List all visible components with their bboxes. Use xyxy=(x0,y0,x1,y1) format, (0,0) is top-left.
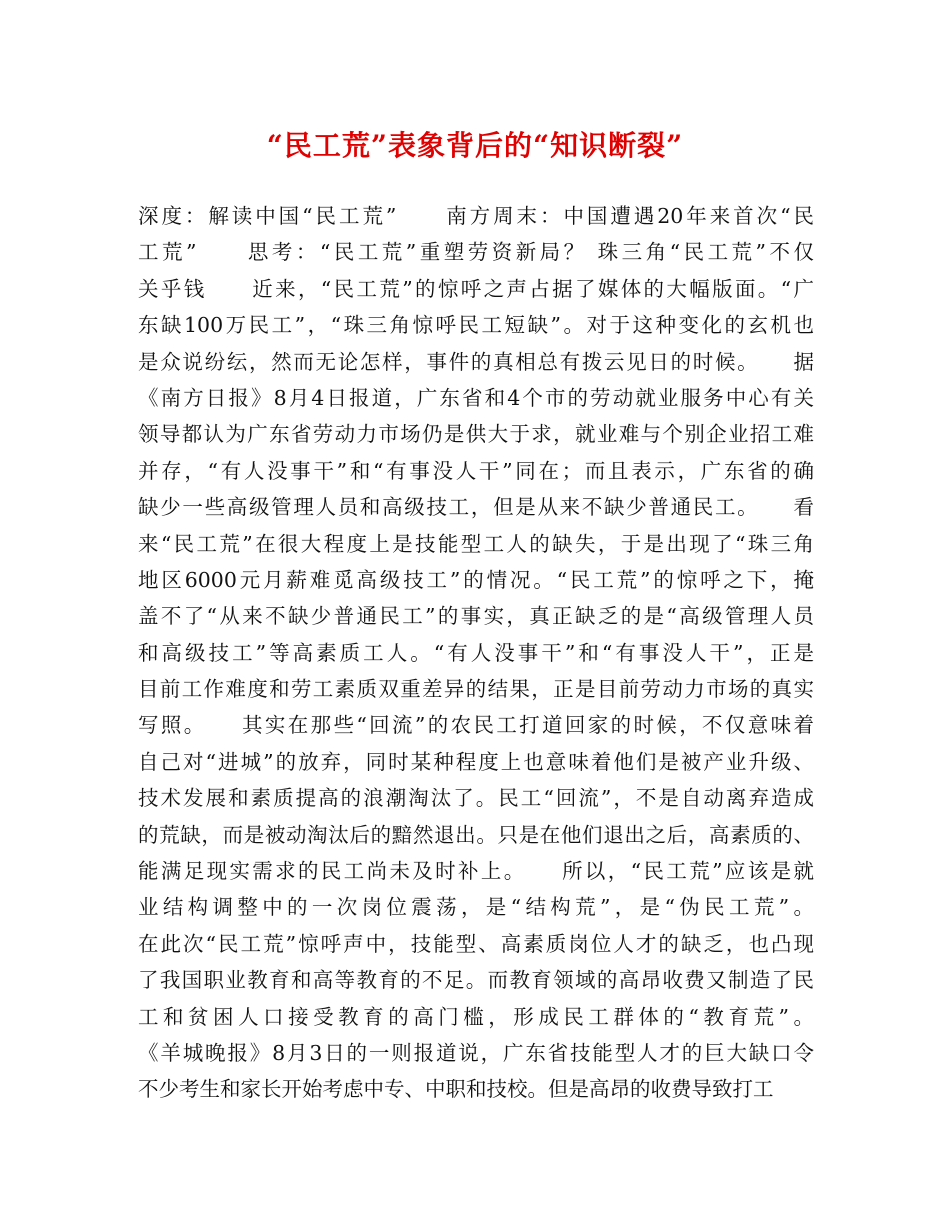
body-line: 写照。 其实在那些“回流”的农民工打道回家的时候，不仅意味着 xyxy=(138,713,814,738)
body-line: 《羊城晚报》8月3日的一则报道说，广东省技能型人才的巨大缺口令 xyxy=(138,1040,814,1065)
body-line: 业结构调整中的一次岗位震荡，是“结构荒”，是“伪民工荒”。 xyxy=(138,895,814,920)
body-line: 《南方日报》8月4日报道，广东省和4个市的劳动就业服务中心有关 xyxy=(138,385,814,410)
document-title: “民工荒”表象背后的“知识断裂” xyxy=(266,129,684,162)
body-line: 自己对“进城”的放弃，同时某种程度上也意味着他们是被产业升级、 xyxy=(138,749,814,774)
body-line: 缺少一些高级管理人员和高级技工，但是从来不缺少普通民工。 看 xyxy=(138,495,814,520)
body-line: 目前工作难度和劳工素质双重差异的结果，正是目前劳动力市场的真实 xyxy=(138,677,814,702)
body-line: 了我国职业教育和高等教育的不足。而教育领域的高昂收费又制造了民 xyxy=(138,968,814,993)
body-line: 地区6000元月薪难觅高级技工”的情况。“民工荒”的惊呼之下，掩 xyxy=(138,567,814,592)
body-line: 在此次“民工荒”惊呼声中，技能型、高素质岗位人才的缺乏，也凸现 xyxy=(138,931,814,956)
body-line: 东缺100万民工”，“珠三角惊呼民工短缺”。对于这种变化的玄机也 xyxy=(138,313,814,338)
body-line: 不少考生和家长开始考虑中专、中职和技校。但是高昂的收费导致打工 xyxy=(138,1077,774,1102)
body-line: 领导都认为广东省劳动力市场仍是供大于求，就业难与个别企业招工难 xyxy=(138,422,814,447)
body-line: 工和贫困人口接受教育的高门槛，形成民工群体的“教育荒”。 xyxy=(138,1004,814,1029)
body-line: 工荒” 思考：“民工荒”重塑劳资新局？ 珠三角“民工荒”不仅 xyxy=(138,240,814,265)
body-line: 来“民工荒”在很大程度上是技能型工人的缺失，于是出现了“珠三角 xyxy=(138,531,814,556)
document-body xyxy=(138,198,814,1108)
body-line: 关乎钱 近来，“民工荒”的惊呼之声占据了媒体的大幅版面。“广 xyxy=(138,276,814,301)
body-line: 并存，“有人没事干”和“有事没人干”同在；而且表示，广东省的确 xyxy=(138,458,814,483)
body-line: 和高级技工”等高素质工人。“有人没事干”和“有事没人干”，正是 xyxy=(138,640,814,665)
body-line: 的荒缺，而是被动淘汰后的黯然退出。只是在他们退出之后，高素质的、 xyxy=(138,822,814,847)
body-line: 是众说纷纭，然而无论怎样，事件的真相总有拨云见日的时候。 据 xyxy=(138,349,814,374)
body-line: 深度：解读中国“民工荒” 南方周末：中国遭遇20年来首次“民 xyxy=(138,204,814,228)
body-line: 盖不了“从来不缺少普通民工”的事实，真正缺乏的是“高级管理人员 xyxy=(138,604,814,629)
body-line: 技术发展和素质提高的浪潮淘汰了。民工“回流”，不是自动离弃造成 xyxy=(138,786,814,811)
body-line: 能满足现实需求的民工尚未及时补上。 所以，“民工荒”应该是就 xyxy=(138,859,814,884)
